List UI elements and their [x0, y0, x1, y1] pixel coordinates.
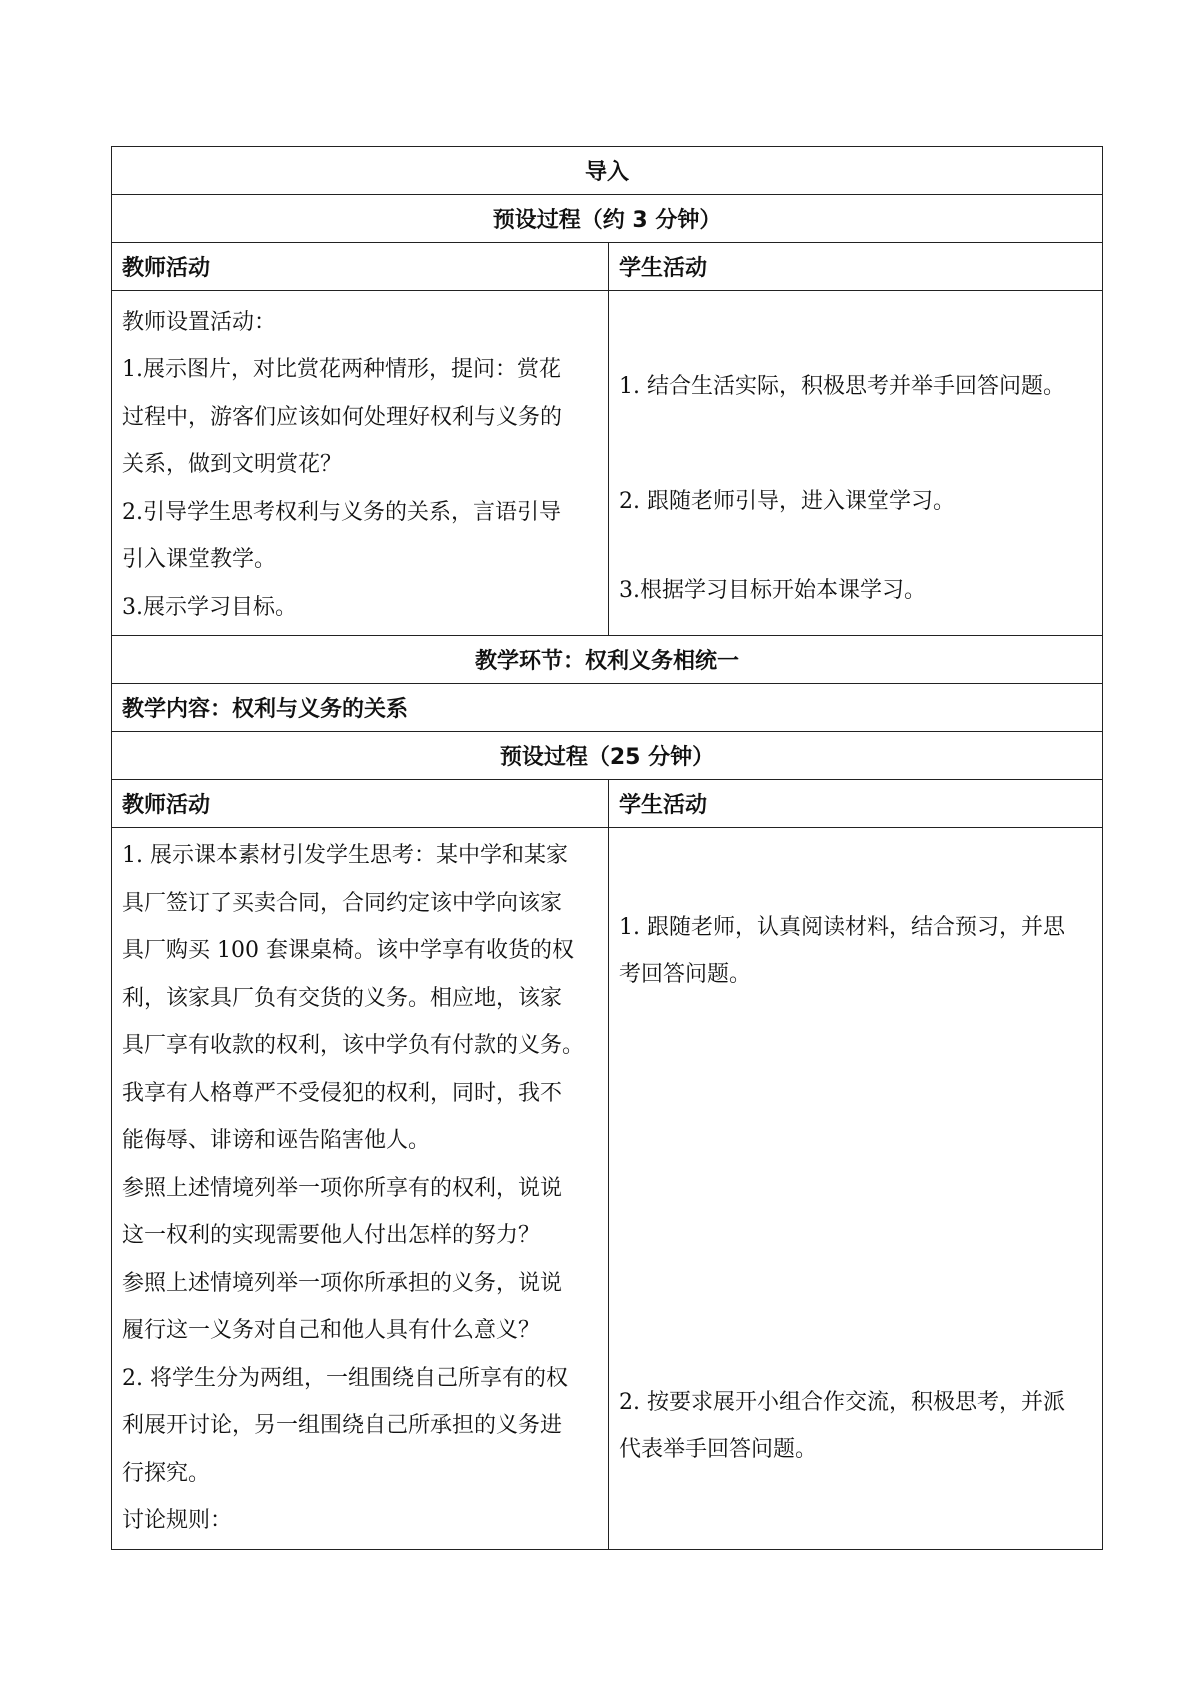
- text-line: 具厂享有收款的权利，该中学负有付款的义务。: [122, 1033, 585, 1059]
- text-line: 代表举手回答问题。: [619, 1437, 818, 1462]
- process-row: [112, 195, 1103, 243]
- text-line: 利，该家具厂负有交货的义务。相应地，该家: [122, 985, 563, 1011]
- text-line: 1. 跟随老师，认真阅读材料，结合预习，并思: [619, 914, 1065, 940]
- student-activity-header: 学生活动: [609, 243, 1103, 291]
- section-title-intro: 导入: [112, 147, 1103, 195]
- section-title-unity: 教学环节：权利义务相统一: [112, 636, 1103, 684]
- text-line: 3.展示学习目标。: [122, 594, 297, 620]
- text-line: 2. 跟随老师引导，进入课堂学习。: [619, 488, 955, 514]
- text-line: 我享有人格尊严不受侵犯的权利，同时，我不: [122, 1080, 563, 1106]
- text-line: 2.引导学生思考权利与义务的关系，言语引导: [122, 499, 561, 525]
- text-line: 这一权利的实现需要他人付出怎样的努力？: [122, 1223, 541, 1249]
- text-line: 具厂签订了买卖合同，合同约定该中学向该家: [122, 890, 563, 916]
- process-title-1: 预设过程（约 3 分钟）: [112, 195, 1103, 243]
- student-activity-cell: [609, 828, 1103, 1550]
- spacer: [619, 999, 1092, 1379]
- text-line: 履行这一义务对自己和他人具有什么意义？: [122, 1318, 541, 1344]
- teacher-activity-cell: [112, 291, 609, 636]
- text-line: 教师设置活动：: [122, 309, 277, 335]
- text-line: 1. 结合生活实际，积极思考并举手回答问题。: [619, 374, 1065, 400]
- spacer: [619, 525, 1092, 567]
- text-line: 行探究。: [122, 1460, 211, 1486]
- text-line: 关系，做到文明赏花？: [122, 452, 343, 478]
- text-line: 考回答问题。: [619, 962, 752, 987]
- student-activity-cell: [609, 291, 1103, 636]
- text-line: 讨论规则：: [122, 1508, 233, 1534]
- text-line: 过程中，游客们应该如何处理好权利与义务的: [122, 404, 563, 430]
- lesson-plan-table: [111, 146, 1103, 1550]
- teaching-content: 教学内容：权利与义务的关系: [112, 684, 1103, 732]
- text-line: 利展开讨论，另一组围绕自己所承担的义务进: [122, 1413, 563, 1439]
- activity-row: [112, 828, 1103, 1550]
- content-row: [112, 684, 1103, 732]
- section-title-row: [112, 147, 1103, 195]
- text-line: 参照上述情境列举一项你所承担的义务，说说: [122, 1270, 563, 1296]
- process-row: [112, 732, 1103, 780]
- text-line: 能侮辱、诽谤和诬告陷害他人。: [122, 1128, 431, 1154]
- process-title-2: 预设过程（25 分钟）: [112, 732, 1103, 780]
- header-row: [112, 780, 1103, 828]
- activity-row: [112, 291, 1103, 636]
- teacher-activity-header: 教师活动: [112, 780, 609, 828]
- text-line: 引入课堂教学。: [122, 547, 277, 573]
- teacher-activity-header: 教师活动: [112, 243, 609, 291]
- text-line: 3.根据学习目标开始本课学习。: [619, 578, 926, 604]
- text-line: 1.展示图片，对比赏花两种情形，提问：赏花: [122, 357, 561, 383]
- student-activity-header: 学生活动: [609, 780, 1103, 828]
- text-line: 2. 将学生分为两组，一组围绕自己所享有的权: [122, 1365, 568, 1391]
- header-row: [112, 243, 1103, 291]
- text-line: 具厂购买 100 套课桌椅。该中学享有收货的权: [122, 938, 574, 964]
- text-line: 1. 展示课本素材引发学生思考：某中学和某家: [122, 843, 568, 869]
- text-line: 参照上述情境列举一项你所享有的权利，说说: [122, 1175, 563, 1201]
- spacer: [619, 411, 1092, 478]
- teacher-activity-cell: [112, 828, 609, 1550]
- text-line: 2. 按要求展开小组合作交流，积极思考，并派: [619, 1389, 1065, 1415]
- section-title-row: [112, 636, 1103, 684]
